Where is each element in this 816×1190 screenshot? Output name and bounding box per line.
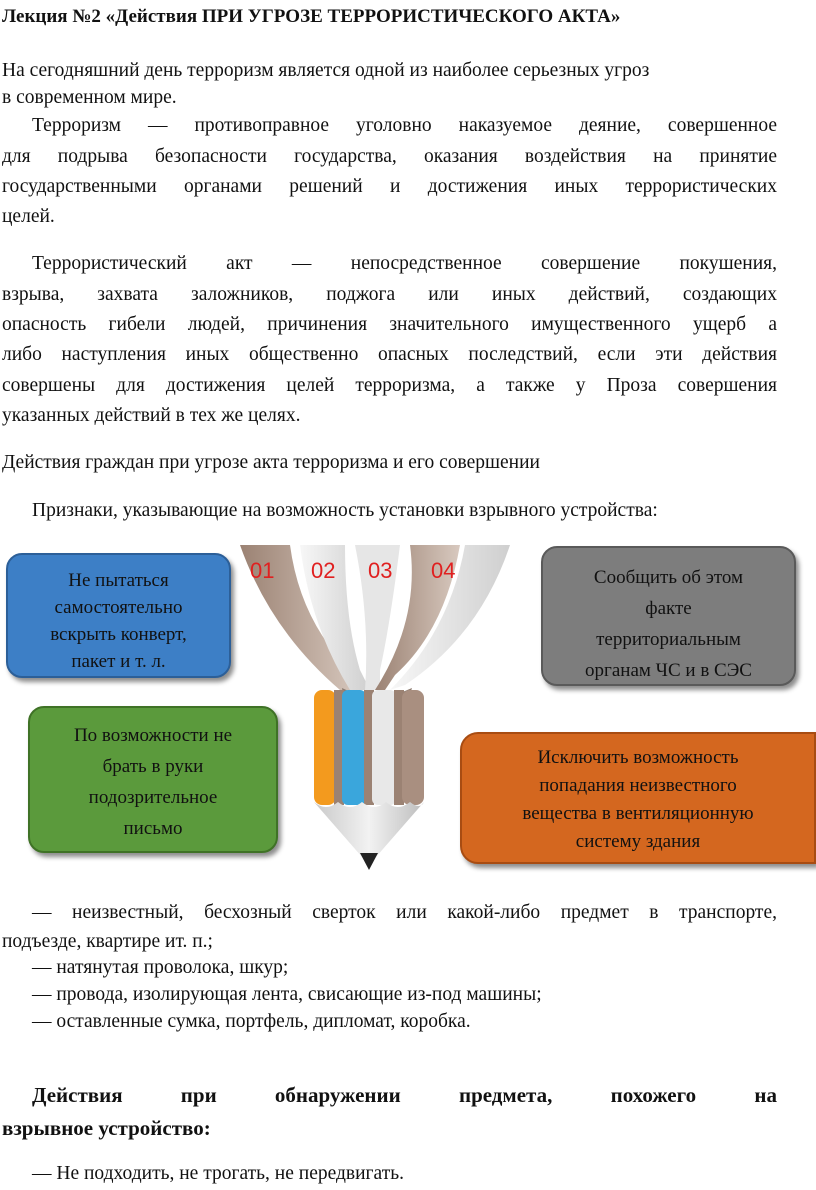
terrorism-line-4: целей. bbox=[2, 206, 55, 227]
page-title: Лекция №2 «Действия ПРИ УГРОЗЕ ТЕРРОРИСТИЧЕСКОГО АКТА» bbox=[2, 6, 621, 27]
terrorism-line-3: государственными органами решений и достижения иных террористических bbox=[2, 176, 777, 197]
intro-line-2: в современном мире. bbox=[2, 87, 177, 108]
step-number-01: 01 bbox=[250, 558, 275, 583]
signs-heading: Признаки, указывающие на возможность установки взрывного устройства: bbox=[32, 500, 658, 521]
sign-item-1-line-1: — неизвестный, бесхозный сверток или какой-либо предмет в транспорте, bbox=[32, 902, 777, 923]
box4-line-3: вещества в вентиляционную bbox=[522, 803, 754, 824]
pencil-orange-stripe bbox=[314, 690, 336, 805]
box2-line-4: органам ЧС и в СЭС bbox=[585, 660, 752, 681]
act-line-2: взрыва, захвата заложников, поджога или иных действий, создающих bbox=[2, 284, 777, 305]
discovery-item-1: — Не подходить, не трогать, не передвигать. bbox=[32, 1163, 404, 1184]
box4-line-4: систему здания bbox=[575, 831, 701, 852]
box2-line-3: территориальным bbox=[596, 629, 741, 650]
sign-item-2: — натянутая проволока, шкур; bbox=[32, 957, 289, 978]
actions-heading: Действия граждан при угрозе акта терроризма и его совершении bbox=[2, 452, 540, 473]
act-line-4: либо наступления иных общественно опасных последствий, если эти действия bbox=[2, 344, 777, 365]
action-box-blue bbox=[6, 553, 231, 678]
discovery-heading-line-1: Действия при обнаружении предмета, похожего на bbox=[32, 1083, 777, 1107]
sign-item-3: — провода, изолирующая лента, свисающие из-под машины; bbox=[32, 984, 542, 1005]
act-line-1: Террористический акт — непосредственное совершение покушения, bbox=[32, 253, 777, 274]
box2-line-2: факте bbox=[645, 598, 692, 619]
pencil-white-stripe bbox=[372, 690, 396, 805]
pencil-blue-stripe bbox=[342, 690, 366, 805]
action-box-gray bbox=[541, 546, 796, 686]
box2-line-1: Сообщить об этом bbox=[593, 567, 744, 588]
terrorism-line-2: для подрыва безопасности государства, оказания воздействия на принятие bbox=[2, 146, 777, 167]
step-number-04: 04 bbox=[431, 558, 456, 583]
box1-line-2: самостоятельно bbox=[54, 597, 183, 618]
box1-line-4: пакет и т. л. bbox=[71, 651, 166, 672]
act-line-6: указанных действий в тех же целях. bbox=[2, 405, 301, 426]
intro-line-1: На сегодняшний день терроризм является одной из наиболее серьезных угроз bbox=[2, 60, 650, 81]
box1-line-3: вскрыть конверт, bbox=[50, 624, 187, 645]
discovery-heading-line-2: взрывное устройство: bbox=[2, 1116, 211, 1140]
box3-line-2: брать в руки bbox=[102, 756, 204, 777]
terrorism-line-1: Терроризм — противоправное уголовно наказуемое деяние, совершенное bbox=[32, 115, 777, 136]
sign-item-4: — оставленные сумка, портфель, дипломат, коробка. bbox=[32, 1011, 471, 1032]
action-box-orange bbox=[460, 732, 816, 864]
action-box-green bbox=[28, 706, 278, 853]
box3-line-4: письмо bbox=[123, 818, 183, 839]
box4-line-1: Исключить возможность bbox=[537, 747, 739, 768]
act-line-3: опасность гибели людей, причинения значительного имущественного ущерб а bbox=[2, 314, 777, 335]
act-line-5: совершены для достижения целей терроризма, а также у Проза совершения bbox=[2, 375, 777, 396]
sign-item-1-line-2: подъезде, квартире ит. п.; bbox=[2, 931, 213, 952]
step-number-03: 03 bbox=[368, 558, 393, 583]
box3-line-3: подозрительное bbox=[88, 787, 218, 808]
box4-line-2: попадания неизвестного bbox=[539, 775, 737, 796]
box3-line-1: По возможности не bbox=[73, 725, 233, 746]
box1-line-1: Не пытаться bbox=[68, 570, 169, 591]
step-number-02: 02 bbox=[311, 558, 336, 583]
